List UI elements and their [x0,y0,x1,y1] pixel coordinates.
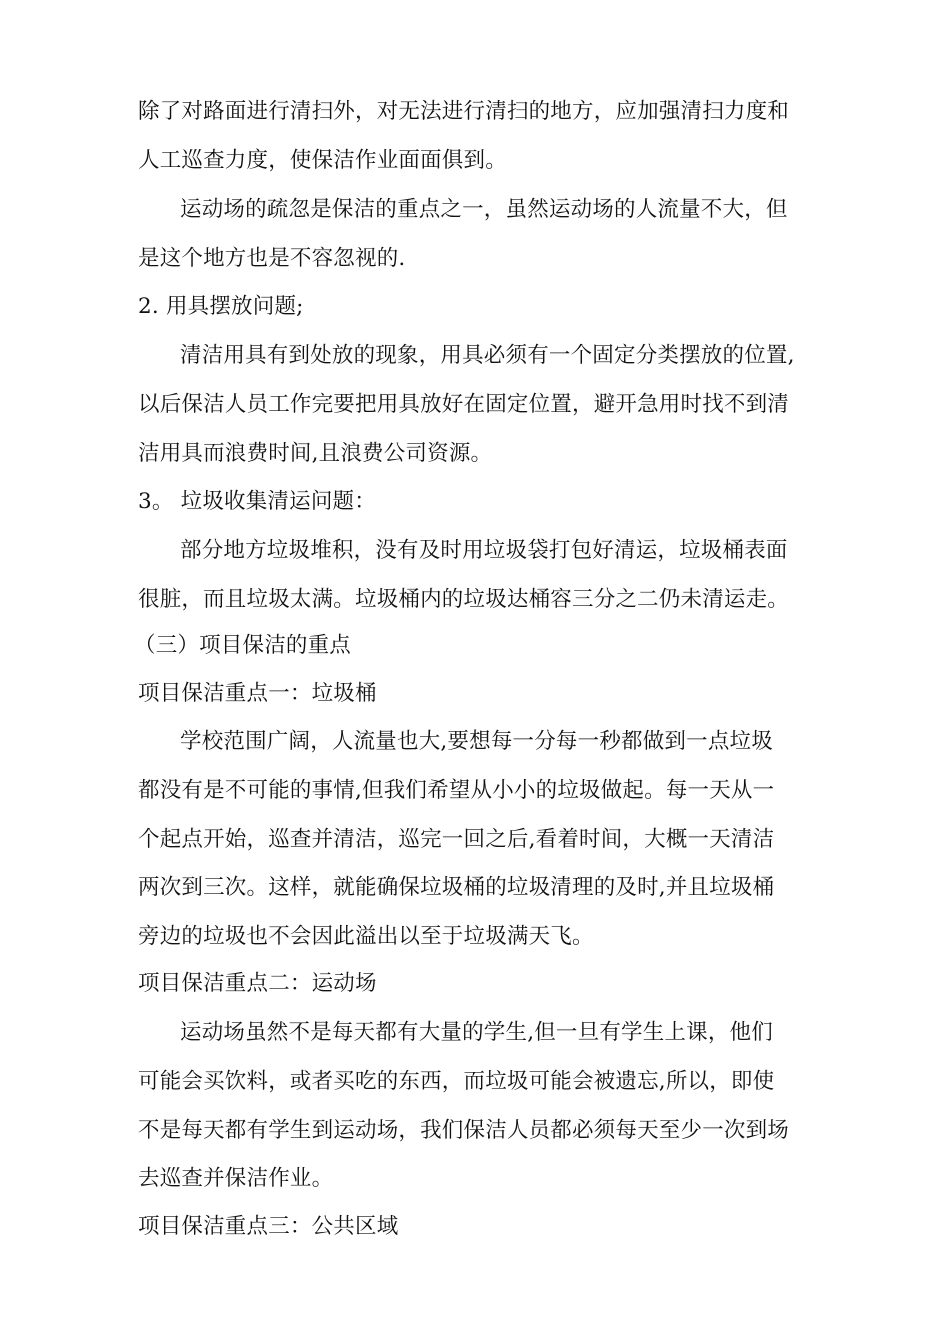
text-line: 都没有是不可能的事情,但我们希望从小小的垃圾做起。每一天从一 [138,778,775,803]
text-line: 旁边的垃圾也不会因此溢出以至于垃圾满天飞。 [138,924,594,949]
subsection-heading: 项目保洁重点三：公共区域 [138,1214,399,1239]
text-line: 洁用具而浪费时间,且浪费公司资源。 [138,441,493,466]
list-heading-2: 2. 用具摆放问题; [138,294,304,319]
paragraph-start-line: 运动场的疏忽是保洁的重点之一，虽然运动场的人流量不大，但 [180,197,788,222]
text-line: 不是每天都有学生到运动场，我们保洁人员都必须每天至少一次到场 [138,1118,790,1143]
text-line: 可能会买饮料，或者买吃的东西，而垃圾可能会被遗忘,所以，即使 [138,1069,775,1094]
text-line: 除了对路面进行清扫外，对无法进行清扫的地方，应加强清扫力度和 [138,99,790,124]
text-line: 以后保洁人员工作完要把用具放好在固定位置，避开急用时找不到清 [138,392,790,417]
text-line: 去巡查并保洁作业。 [138,1166,334,1191]
paragraph-start-line: 部分地方垃圾堆积，没有及时用垃圾袋打包好清运，垃圾桶表面 [180,538,788,563]
paragraph-start-line: 运动场虽然不是每天都有大量的学生,但一旦有学生上课，他们 [180,1020,773,1045]
list-heading-3: 3。 垃圾收集清运问题： [138,489,376,514]
text-line: 两次到三次。这样，就能确保垃圾桶的垃圾清理的及时,并且垃圾桶 [138,875,775,900]
text-line: 是这个地方也是不容忽视的. [138,246,406,271]
text-line: 很脏，而且垃圾太满。垃圾桶内的垃圾达桶容三分之二仍未清运走。 [138,587,790,612]
subsection-heading: 项目保洁重点一：垃圾桶 [138,681,377,706]
paragraph-start-line: 学校范围广阔，人流量也大,要想每一分每一秒都做到一点垃圾 [180,729,773,754]
text-line: 个起点开始，巡查并清洁，巡完一回之后,看着时间，大概一天清洁 [138,827,775,852]
subsection-heading: 项目保洁重点二：运动场 [138,971,377,996]
paragraph-start-line: 清洁用具有到处放的现象，用具必须有一个固定分类摆放的位置, [180,343,795,368]
text-line: 人工巡查力度，使保洁作业面面俱到。 [138,148,507,173]
section-heading: （三）项目保洁的重点 [134,633,352,658]
